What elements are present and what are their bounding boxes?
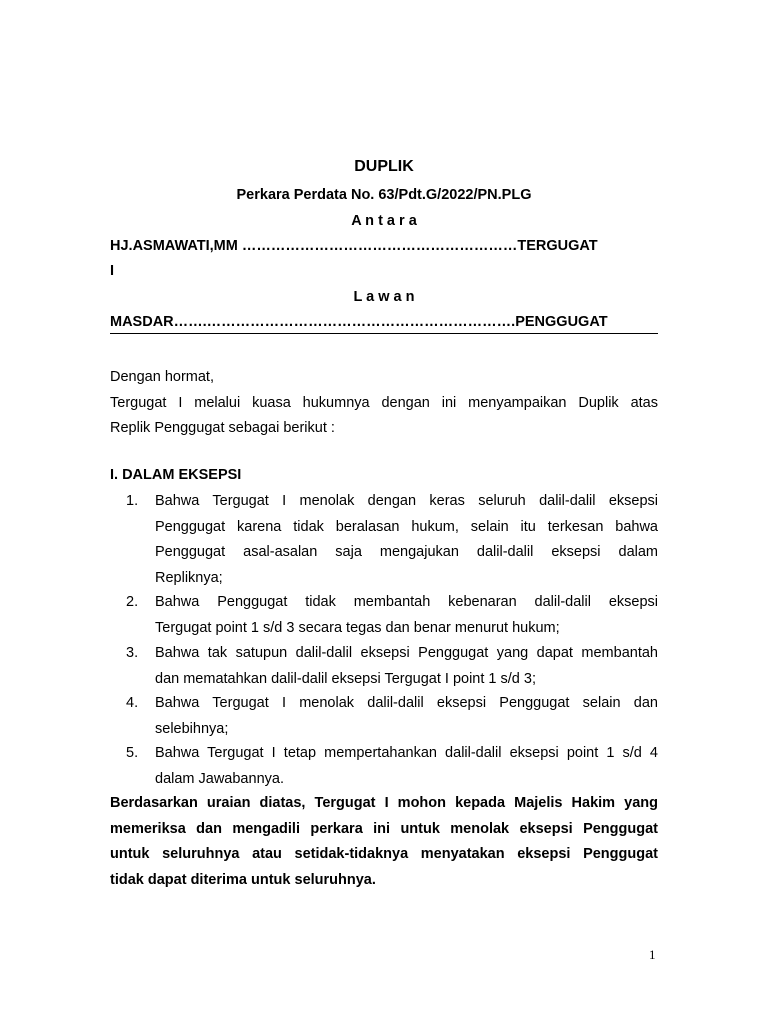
list-item: Bahwa Penggugat tidak membantah kebenaran dalil-dalil eksepsi Tergugat point 1 s/d 3 secara tegas dan benar menurut hukum; xyxy=(155,594,658,636)
plaintiff-line: MASDAR…….……………………………………………………….PENGGUGAT xyxy=(110,314,608,330)
intro-paragraph xyxy=(110,365,658,442)
list-item: Bahwa tak satupun dalil-dalil eksepsi Penggugat yang dapat membantah dan mematahkan dalil-dalil eksepsi Tergugat I point 1 s/d 3; xyxy=(155,645,658,687)
list-item-number: 4. xyxy=(126,695,139,711)
plaintiff-party xyxy=(110,314,658,330)
list-item: Bahwa Tergugat I menolak dalil-dalil eksepsi Penggugat selain dan selebihnya; xyxy=(155,695,658,737)
intro-line: Replik Penggugat sebagai berikut : xyxy=(110,420,335,436)
conclusion-paragraph: Berdasarkan uraian diatas, Tergugat I mohon kepada Majelis Hakim yang memeriksa dan mengadili perkara ini untuk menolak eksepsi Penggugat untuk seluruhnya atau setidak-tidaknya menyatakan eksepsi Penggugat tidak dapat diterima untuk seluruhnya. xyxy=(110,795,658,888)
list-item-number: 5. xyxy=(126,745,139,761)
intro-line: Tergugat I melalui kuasa hukumnya dengan ini menyampaikan Duplik atas xyxy=(110,394,658,411)
list-item-number: 3. xyxy=(126,645,139,661)
defendant-party xyxy=(110,238,658,254)
party-divider xyxy=(110,333,658,334)
section-heading: I. DALAM EKSEPSI xyxy=(110,467,242,483)
versus-label: L a w a n xyxy=(353,289,415,305)
salutation: Dengan hormat, xyxy=(110,369,214,385)
defendant-line: HJ.ASMAWATI,MM …………………………………………………TERGUGAT xyxy=(110,238,598,254)
list-item-number: 2. xyxy=(126,594,139,610)
document-title: DUPLIK xyxy=(354,158,414,175)
page-number: 1 xyxy=(649,947,656,962)
case-number: Perkara Perdata No. 63/Pdt.G/2022/PN.PLG xyxy=(236,187,532,203)
between-label: A n t a r a xyxy=(351,213,417,229)
defendant-suffix: I xyxy=(110,263,115,279)
list-item-number: 1. xyxy=(126,493,139,509)
list-item: Bahwa Tergugat I tetap mempertahankan dalil-dalil eksepsi point 1 s/d 4 dalam Jawabannya. xyxy=(155,745,658,787)
list-item: Bahwa Tergugat I menolak dengan keras seluruh dalil-dalil eksepsi Penggugat karena tidak beralasan hukum, selain itu terkesan bahwa Penggugat asal-asalan saja mengajukan dalil-dalil eksepsi dalam Repliknya; xyxy=(155,493,658,586)
